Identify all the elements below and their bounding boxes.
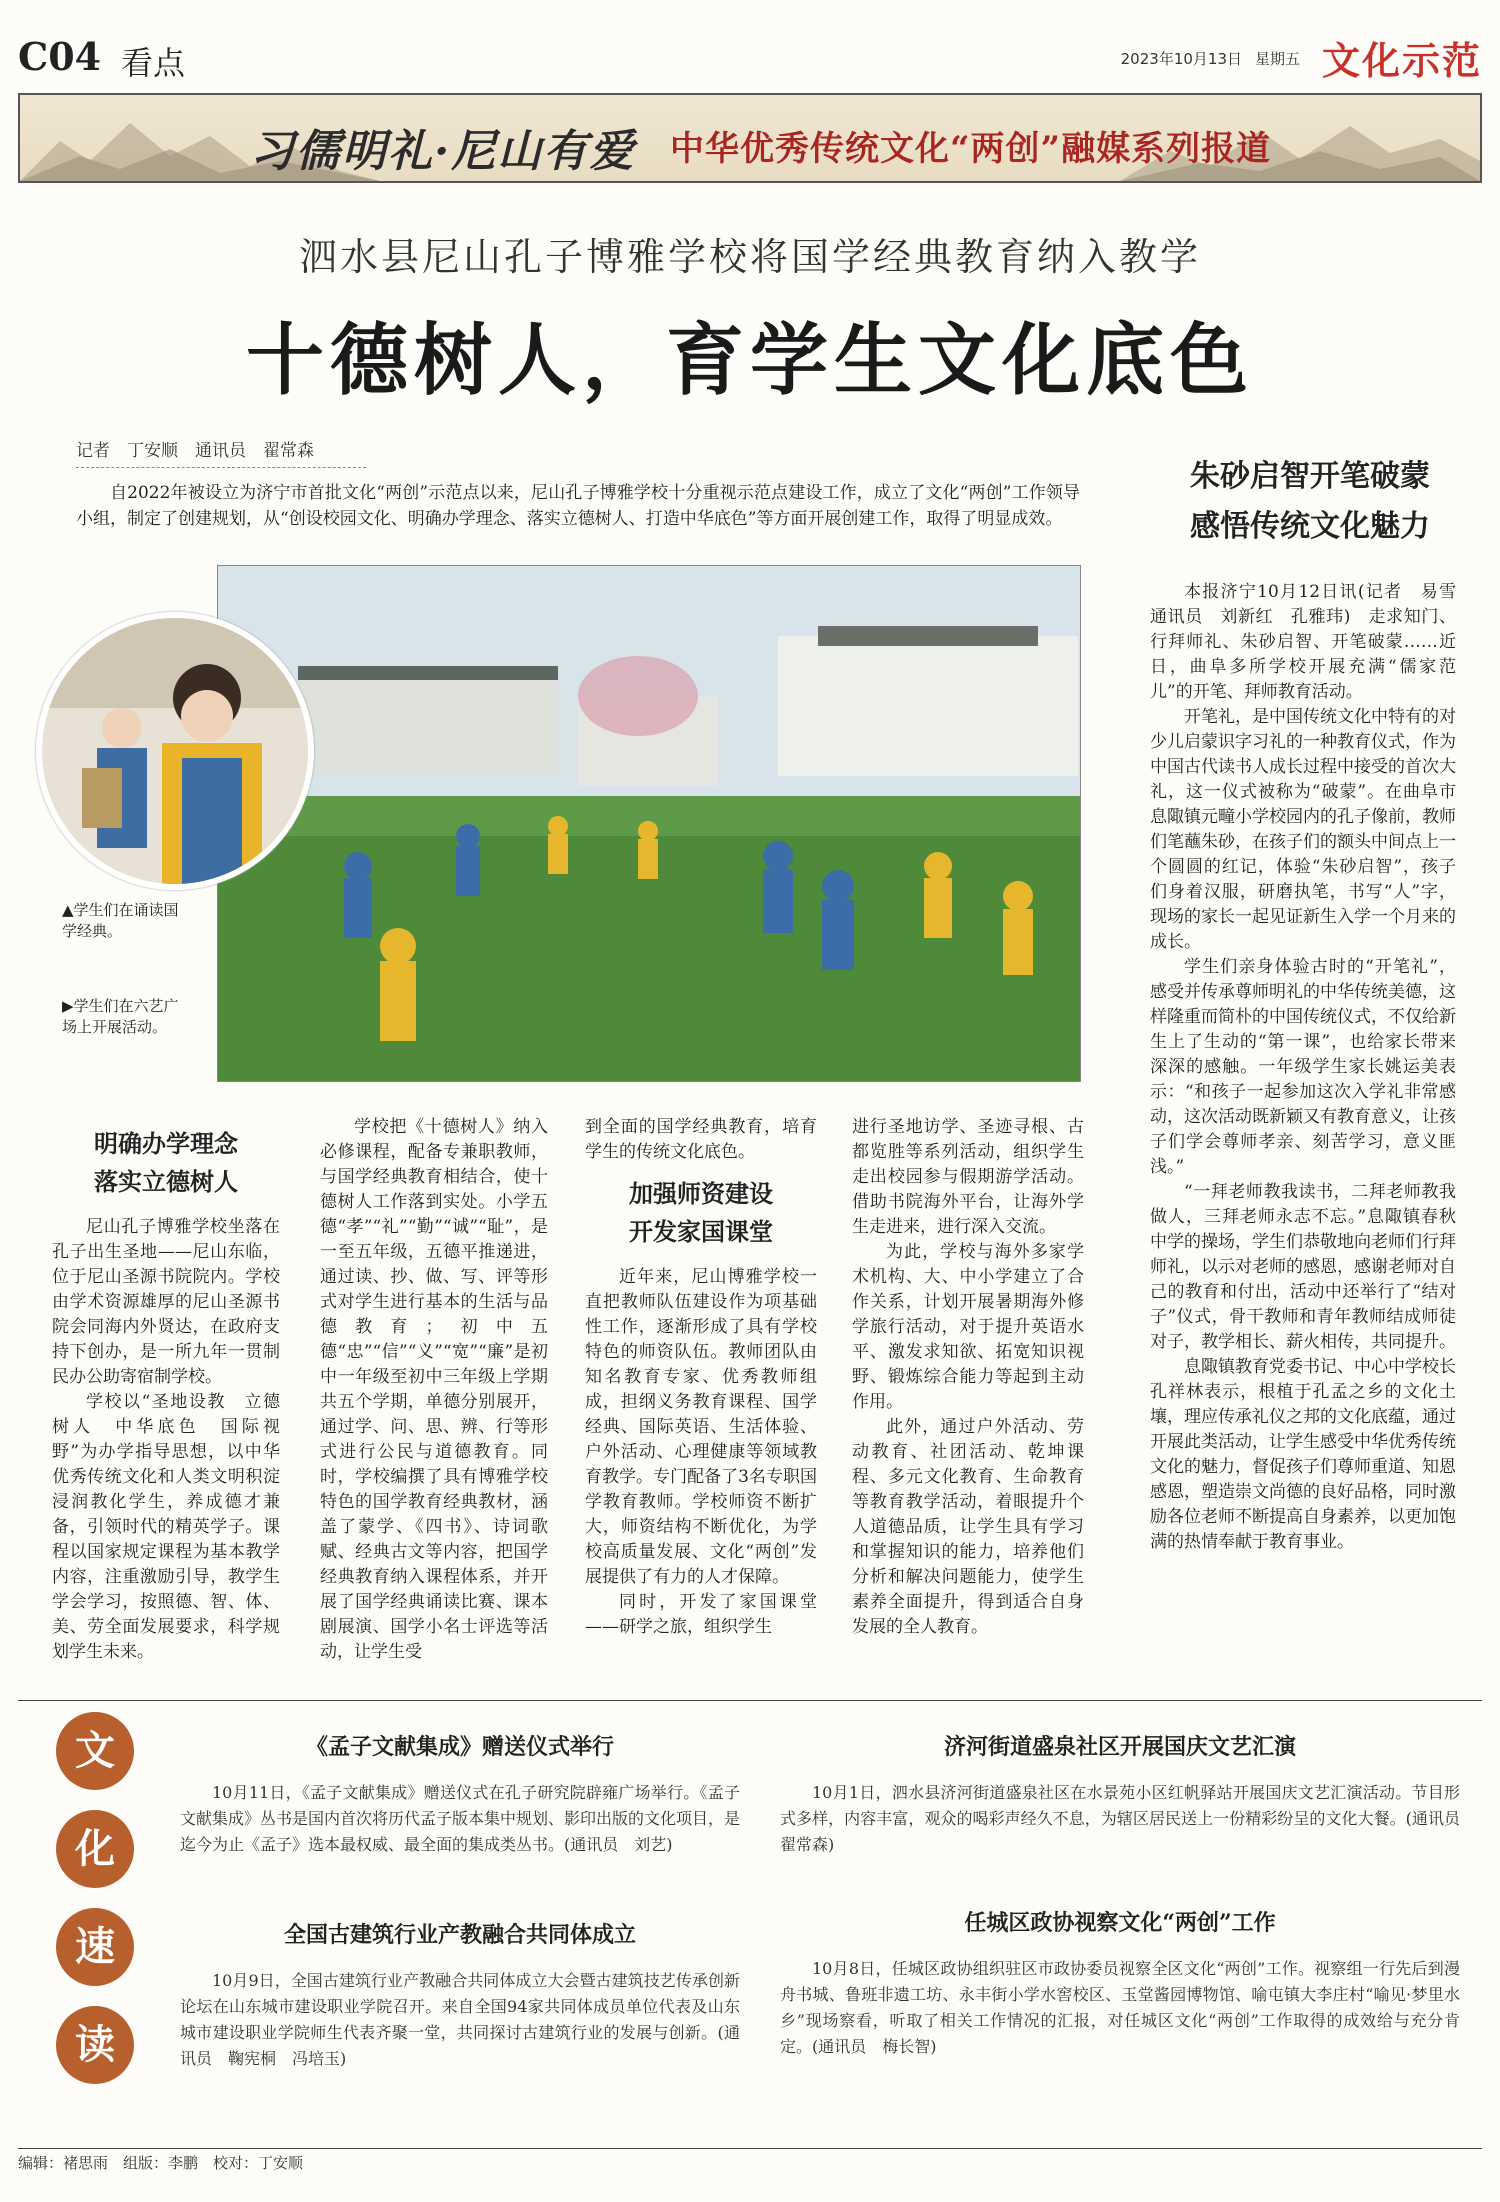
sidebar-headline: 朱砂启智开笔破蒙 感悟传统文化魅力 [1190, 459, 1430, 544]
sidebar-paragraph: 学生们亲身体验古时的“开笔礼”，感受并传承尊师明礼的中华传统美德，这样隆重而简朴的中国传统仪式，不仅给新生上了生动的“第一课”，也给家长带来深深的感触。一年级学生家长姚运美表示：“和孩子一起参加这次入学礼非常感动，这次活动既新颖又有教育意义，让孩子们学会尊师孝亲、刻苦学习，意义匪浅。” [1150, 957, 1456, 1177]
article-paragraph: 此外，通过户外活动、劳动教育、社团活动、乾坤课程、多元文化教育、生命教育等教育教学活动，着眼提升个人道德品质，让学生具有学习和掌握知识的能力，培养他们分析和解决问题能力，使学生素养全面提升，得到适合自身发展的全人教育。 [852, 1417, 1084, 1637]
brief-body: 10月9日，全国古建筑行业产教融合共同体成立大会暨古建筑技艺传承创新论坛在山东城市建设职业学院召开。来自全国94家共同体成员单位代表及山东城市建设职业学院师生代表齐聚一堂，共同探讨古建筑行业的发展与创新。(通讯员 鞠宪桐 冯培玉) [180, 1971, 740, 2068]
article-column-3 [585, 1115, 817, 1640]
article-paragraph: 到全面的国学经典教育，培育学生的传统文化底色。 [585, 1117, 817, 1162]
brief-body: 10月11日，《孟子文献集成》赠送仪式在孔子研究院辟雍广场举行。《孟子文献集成》丛书是国内首次将历代孟子版本集中规划、影印出版的文化项目，是迄今为止《孟子》选本最权威、最全面的集成类丛书。(通讯员 刘艺) [180, 1783, 741, 1854]
article-paragraph: 学校把《十德树人》纳入必修课程，配备专兼职教师，与国学经典教育相结合，使十德树人工作落到实处。小学五德“孝”“礼”“勤”“诚”“耻”，是一至五年级，五德平推递进，通过读、抄、做、写、评等形式对学生进行基本的生活与品德教育；初中五德“忠”“信”“义”“宽”“廉”是初中一年级至初中三年级上学期共五个学期，单德分别展开，通过学、问、思、辨、行等形式进行公民与道德教育。同时，学校编撰了具有博雅学校特色的国学教育经典教材，涵盖了蒙学、《四书》、诗词歌赋、经典古文等内容，把国学经典教育纳入课程体系，并开展了国学经典诵读比赛、课本剧展演、国学小名士评选等活动，让学生受 [320, 1117, 548, 1662]
sidebar-paragraph: “一拜老师教我读书，二拜老师教我做人，三拜老师永志不忘。”息陬镇春秋中学的操场，学生们恭敬地向老师们行拜师礼，以示对老师的感恩，感谢老师对自己的教育和付出，活动中还举行了“结对子”仪式，骨干教师和青年教师结成师徒对子，教学相长、薪火相传，共同提升。 [1150, 1182, 1456, 1352]
brief-section-badge: 读 [56, 2006, 134, 2084]
series-banner [18, 93, 1482, 183]
page-code: C04 [18, 34, 102, 79]
page-section: 看点 [121, 44, 186, 82]
issue-weekday: 星期五 [1254, 50, 1300, 68]
brief-title: 任城区政协视察文化“两创”工作 [964, 1910, 1276, 1936]
brand-logo: 文化示范 [1321, 38, 1482, 83]
footer-divider [18, 2148, 1482, 2149]
caption-six-arts-square: ▶学生们在六艺广场上开展活动。 [62, 997, 179, 1036]
brief-section-badge: 文 [56, 1712, 134, 1790]
sidebar-paragraph: 本报济宁10月12日讯(记者 易雪 通讯员 刘新红 孔雅玮) 走求知门、行拜师礼、朱砂启智、开笔破蒙……近日，曲阜多所学校开展充满“儒家范儿”的开笔、拜师教育活动。 [1150, 582, 1473, 702]
article-column-1 [52, 1115, 280, 1665]
article-byline: 记者 丁安顺 通讯员 翟常森 [76, 436, 366, 468]
banner-series-title: 中华优秀传统文化“两创”融媒系列报道 [670, 129, 1272, 169]
sidebar-article [1150, 580, 1473, 1555]
brief-section-badge: 速 [56, 1908, 134, 1986]
brief-title: 全国古建筑行业产教融合共同体成立 [283, 1922, 636, 1948]
caption-reading: ▲学生们在诵读国学经典。 [62, 901, 179, 940]
article-paragraph: 同时，开发了家国课堂——研学之旅，组织学生 [585, 1592, 817, 1637]
brief-title: 《孟子文献集成》赠送仪式举行 [305, 1734, 614, 1760]
main-photo-students-playing [217, 565, 1081, 1082]
section-divider [18, 1700, 1482, 1701]
brief-body: 10月8日，任城区政协组织驻区市政协委员视察全区文化“两创”工作。视察组一行先后到漫舟书城、鲁班非遗工坊、永丰街小学水窖校区、玉堂酱园博物馆、喻屯镇大李庄村“喻见·梦里水乡”现场察看，听取了相关工作情况的汇报，对任城区文化“两创”工作取得的成效给与充分肯定。(通讯员 梅长智) [780, 1959, 1460, 2056]
brief-section-badge: 化 [56, 1810, 134, 1888]
article-column-2 [320, 1115, 548, 1665]
issue-date: 2023年10月13日 [1120, 50, 1242, 68]
article-column-4 [852, 1115, 1084, 1640]
brief-title: 济河街道盛泉社区开展国庆文艺汇演 [943, 1734, 1296, 1760]
page-header [18, 30, 1482, 86]
article-subhead: 泗水县尼山孔子博雅学校将国学经典教育纳入教学 [298, 235, 1201, 279]
article-paragraph: 近年来，尼山博雅学校一直把教师队伍建设作为项基础性工作，逐渐形成了具有学校特色的师资队伍。教师团队由知名教育专家、优秀教师组成，担纲义务教育课程、国学经典、国际英语、生活体验、户外活动、心理健康等领域教育教学。专门配备了3名专职国学教育教师。学校师资不断扩大，师资结构不断优化，为学校高质量发展、文化“两创”发展提供了有力的人才保障。 [585, 1267, 817, 1587]
sidebar-paragraph: 息陬镇教育党委书记、中心中学校长孔祥林表示，根植于孔孟之乡的文化土壤，理应传承礼仪之邦的文化底蕴，通过开展此类活动，让学生感受中华优秀传统文化的魅力，督促孩子们尊师重道、知恩感恩，塑造崇文尚德的良好品格，同时激励各位老师不断提高自身素养，以更加饱满的热情奉献于教育事业。 [1150, 1357, 1456, 1552]
article-headline: 十德树人，育学生文化底色 [245, 315, 1254, 406]
article-paragraph: 学校以“圣地设教 立德树人 中华底色 国际视野”为办学指导思想，以中华优秀传统文化和人类文明积淀浸润教化学生，养成德才兼备，引领时代的精英学子。课程以国家规定课程为基本教学内容，注重激励引导，教学生学会学习，按照德、智、体、美、劳全面发展要求，科学规划学生未来。 [52, 1392, 280, 1662]
page-credits: 编辑：褚思雨 组版：李鹏 校对：丁安顺 [18, 2154, 304, 2172]
article-lead: 自2022年被设立为济宁市首批文化“两创”示范点以来，尼山孔子博雅学校十分重视示范点建设工作，成立了文化“两创”工作领导小组，制定了创建规划，从“创设校园文化、明确办学理念、落实立德树人、打造中华底色”等方面开展创建工作，取得了明显成效。 [76, 483, 1080, 529]
article-paragraph: 为此，学校与海外多家学术机构、大、中小学建立了合作关系，计划开展暑期海外修学旅行活动，对于提升英语水平、激发求知欲、拓宽知识视野、锻炼综合能力等起到主动作用。 [852, 1242, 1084, 1412]
banner-slogan: 习儒明礼·尼山有爱 [250, 126, 636, 177]
article-paragraph: 尼山孔子博雅学校坐落在孔子出生圣地——尼山东临，位于尼山圣源书院院内。学校由学术资源雄厚的尼山圣源书院会同海内外贤达，在政府支持下创办，是一所九年一贯制民办公助寄宿制学校。 [52, 1217, 280, 1387]
brief-body: 10月1日，泗水县济河街道盛泉社区在水景苑小区红帆驿站开展国庆文艺汇演活动。节目形式多样，内容丰富，观众的喝彩声经久不息，为辖区居民送上一份精彩纷呈的文化大餐。(通讯员 翟常森) [780, 1783, 1477, 1854]
section-heading: 加强师资建设 开发家国课堂 [629, 1179, 773, 1246]
inset-photo-reading [36, 612, 314, 890]
article-paragraph: 进行圣地访学、圣迹寻根、古都览胜等系列活动，组织学生走出校园参与假期游学活动。借助书院海外平台，让海外学生走进来，进行深入交流。 [852, 1117, 1084, 1237]
sidebar-paragraph: 开笔礼，是中国传统文化中特有的对少儿启蒙识字习礼的一种教育仪式，作为中国古代读书人成长过程中接受的首次大礼，这一仪式被称为“破蒙”。在曲阜市息陬镇元疃小学校园内的孔子像前，教师们笔蘸朱砂，在孩子们的额头中间点上一个圆圆的红记，体验“朱砂启智”，孩子们身着汉服，研磨执笔，书写“人”字，现场的家长一起见证新生入学一个月来的成长。 [1150, 707, 1456, 952]
section-heading: 明确办学理念 落实立德树人 [94, 1129, 238, 1196]
